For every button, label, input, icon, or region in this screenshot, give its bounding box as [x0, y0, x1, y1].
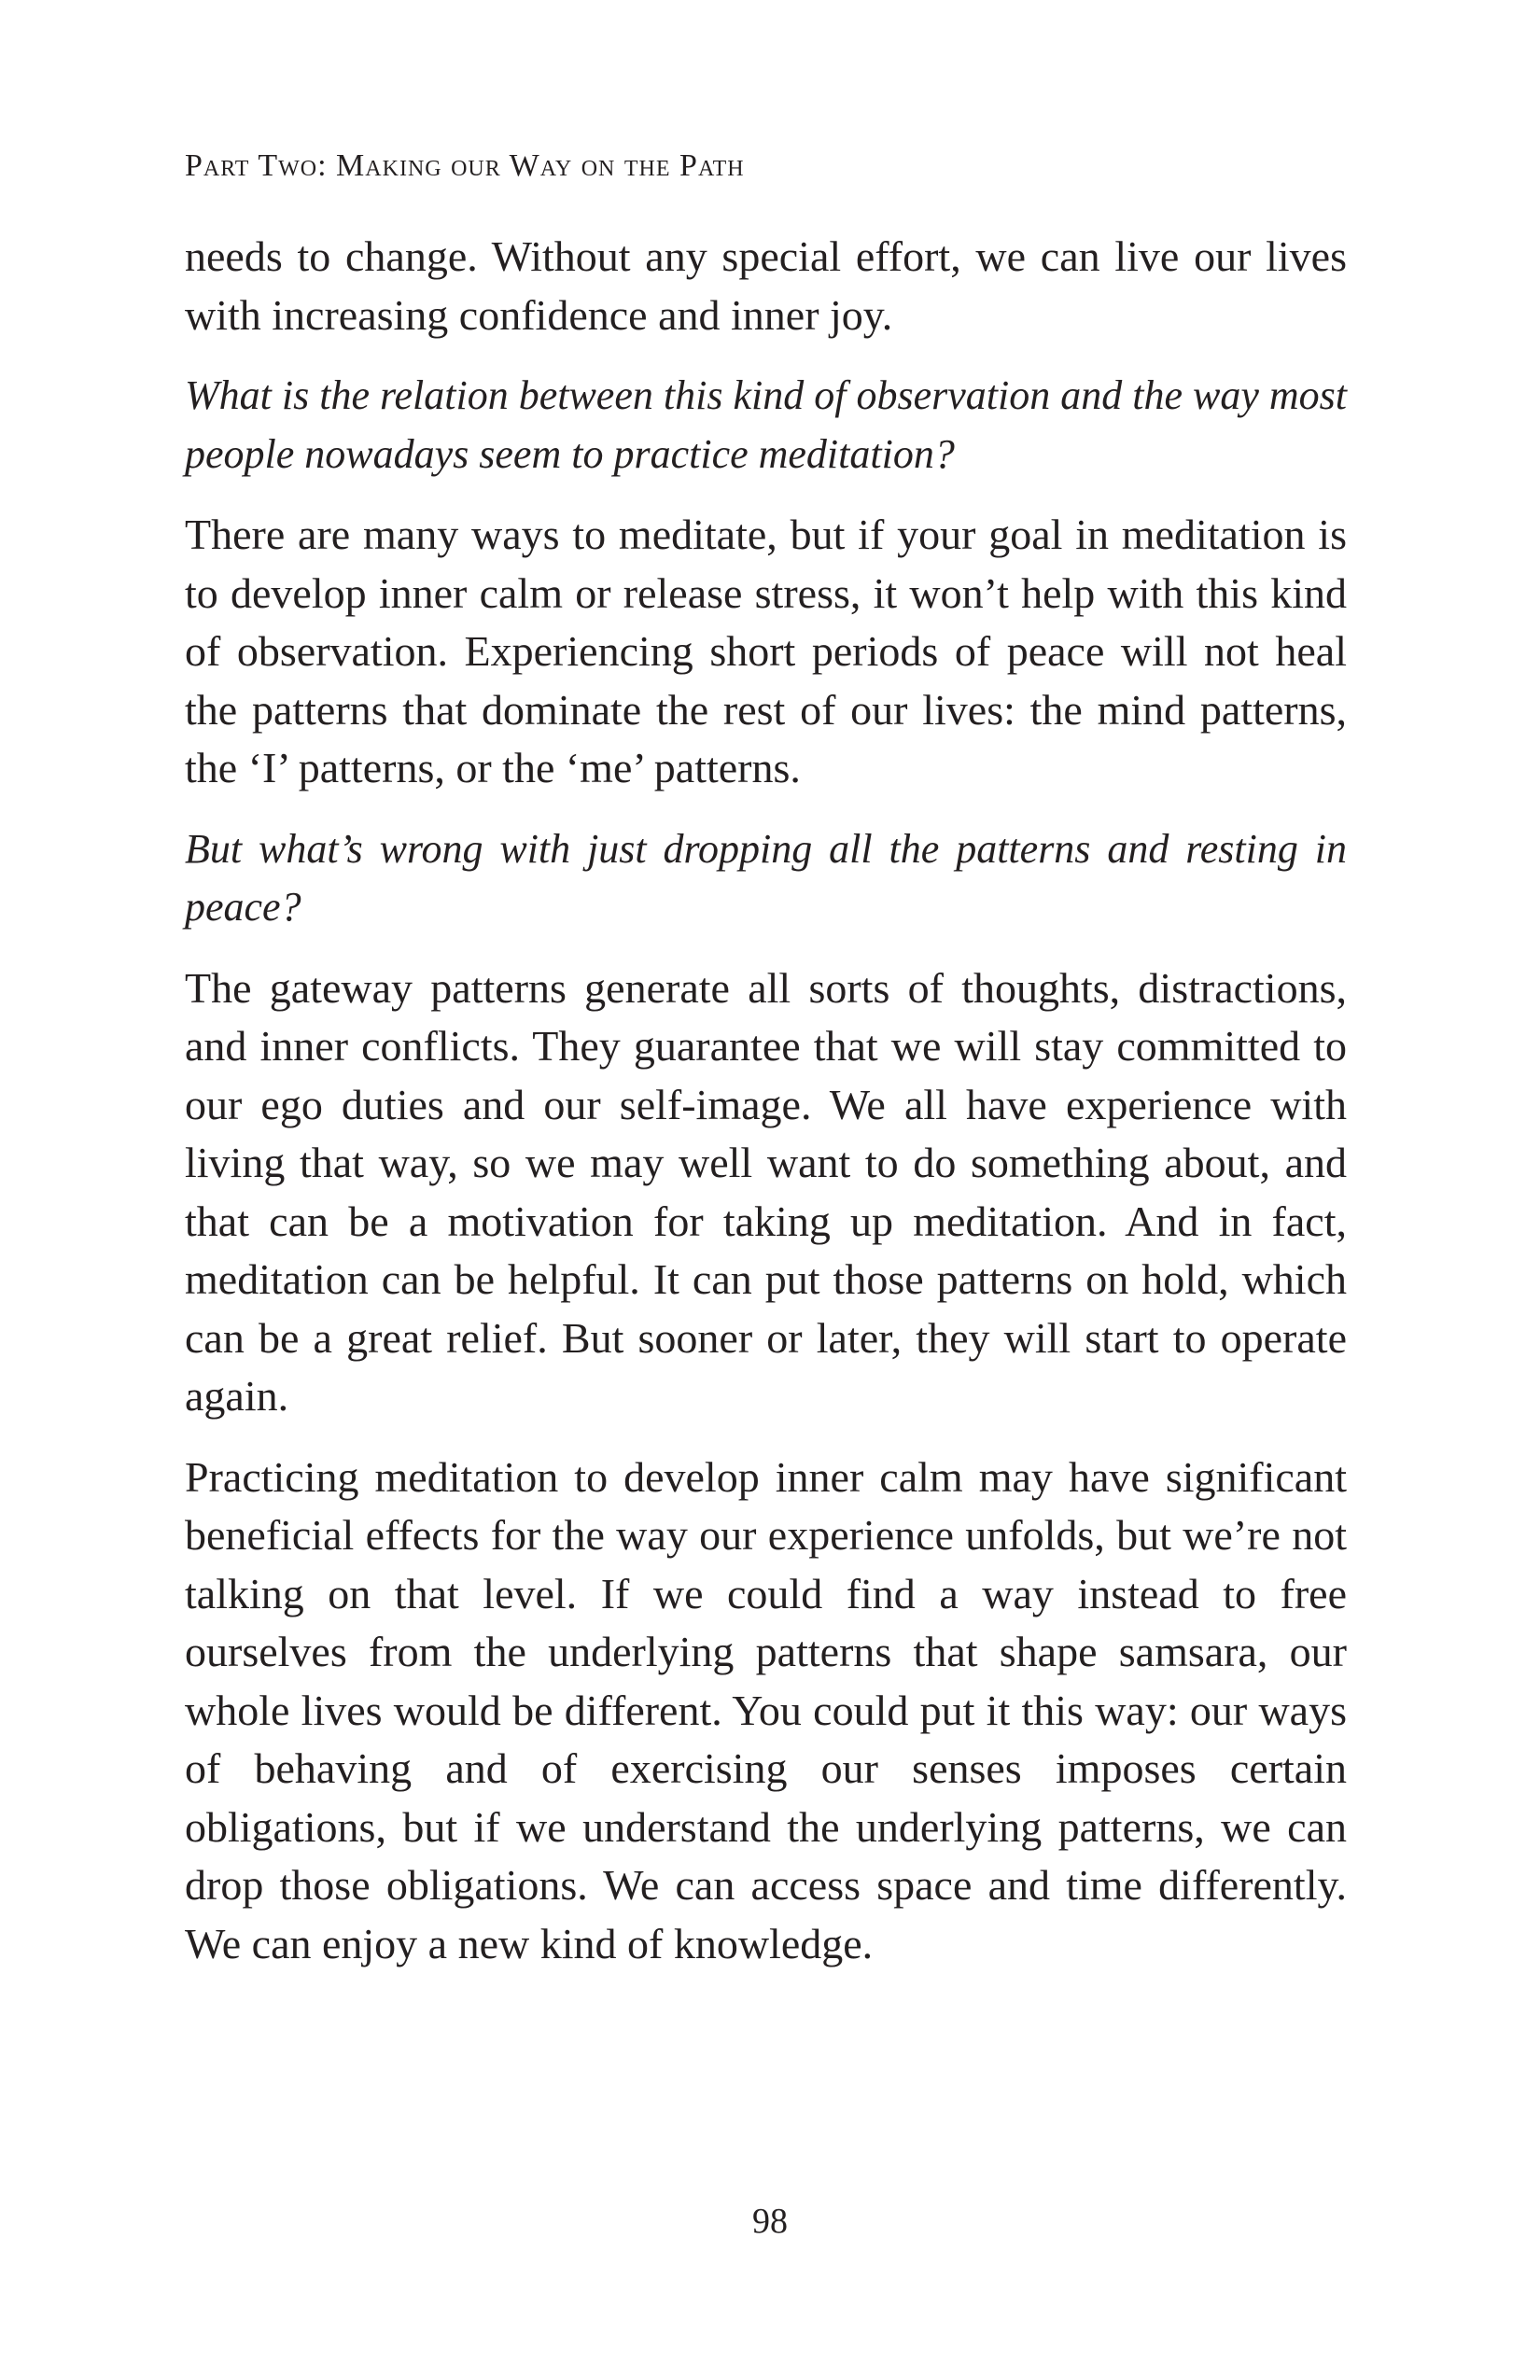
answer-ways-to-meditate: There are many ways to meditate, but if your goal in meditation is to develop inner calm or release stress, it won’t help with this kind of observation. Experiencing short periods of peace will not heal the patterns that dominate the rest of our lives: the mind patterns, the ‘I’ patterns, or the ‘me’ patterns. — [185, 511, 1347, 791]
running-head: Part Two: Making our Way on the Path — [185, 148, 745, 183]
book-page — [185, 140, 1347, 1995]
page-number: 98 — [752, 2202, 788, 2241]
question-dropping-patterns: But what’s wrong with just dropping all the patterns and resting in peace? — [185, 825, 1347, 930]
paragraph-continued: needs to change. Without any special effort, we can live our lives with increasing confidence and inner joy. — [185, 232, 1347, 339]
paragraph-inner-calm: Practicing meditation to develop inner calm may have significant beneficial effects for the way our experience unfolds, but we’re not talking on that level. If we could find a way instead to free ourselves from the underlying patterns that shape samsara, our whole lives would be different. You could put it this way: our ways of behaving and of exercising our senses imposes certain obligations, but if we understand the underlying patterns, we can drop those obligations. We can access space and time differently. We can enjoy a new kind of knowledge. — [185, 1452, 1347, 1967]
question-meditation-relation: What is the relation between this kind of observation and the way most people nowadays seem to practice meditation? — [185, 372, 1347, 477]
answer-gateway-patterns: The gateway patterns generate all sorts of thoughts, distractions, and inner conflicts. They guarantee that we will stay committed to our ego duties and our self-image. We all have experience with living that way, so we may well want to do something about, and that can be a motivation for taking up meditation. And in fact, meditation can be helpful. It can put those patterns on hold, which can be a great relief. But sooner or later, they will start to operate again. — [185, 963, 1347, 1420]
